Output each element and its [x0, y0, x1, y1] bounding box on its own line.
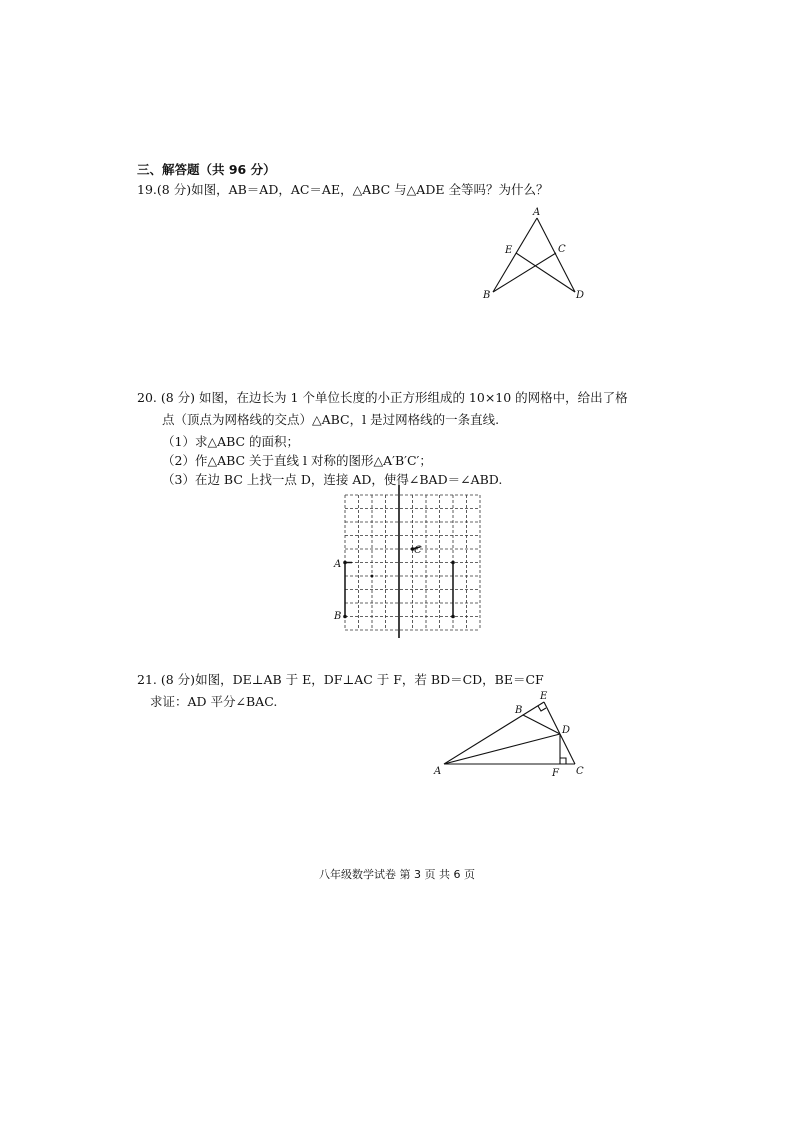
q21-point-d-label: D [562, 725, 571, 736]
q21-point-c-label: C [576, 766, 584, 777]
segment-ae [444, 702, 544, 764]
grid-point-c-label: C [414, 545, 422, 556]
q19-text: 如图，AB＝AD，AC＝AE，△ABC 与△ADE 全等吗？为什么？ [191, 182, 549, 197]
q20-part3: （3）在边 BC 上找一点 D，连接 AD，使得∠BAD＝∠ABD. [162, 472, 503, 487]
q21-score: (8 分) [160, 672, 196, 687]
grid-point-b-label: B [334, 611, 342, 622]
q21-point-a-label: A [434, 766, 442, 777]
segment-ed [544, 702, 560, 734]
q20-part2: （2）作△ABC 关于直线 l 对称的图形△A′B′C′； [162, 453, 432, 468]
point-a-label: A [533, 207, 541, 218]
point-b-label: B [483, 290, 491, 301]
question-19 [137, 180, 548, 198]
q20-line1: 如图，在边长为 1 个单位长度的小正方形组成的 10×10 的网格中，给出了格 [199, 390, 628, 405]
q21-point-b-label: B [515, 705, 523, 716]
point-c-label: C [558, 244, 566, 255]
q20-grid-figure [330, 485, 490, 640]
q19-number: 19. [137, 182, 157, 197]
q20-number: 20. [137, 390, 157, 405]
point-d-label: D [576, 290, 585, 301]
question-20-line1 [137, 388, 628, 406]
q21-proof: 求证：AD 平分∠BAC. [150, 694, 278, 709]
q21-point-f-label: F [552, 768, 559, 778]
page-footer: 八年级数学试卷 第 3 页 共 6 页 [319, 868, 475, 881]
point-e-label: E [505, 245, 513, 256]
q21-figure [430, 688, 590, 778]
segment-dc [560, 734, 575, 764]
segment-ad [537, 218, 575, 292]
right-angle-e [538, 706, 546, 711]
q19-figure [475, 200, 595, 310]
q21-point-e-label: E [540, 691, 548, 702]
grid-lines [345, 495, 480, 630]
q19-score: (8 分) [156, 182, 192, 197]
section-title: 三、解答题（共 96 分） [137, 162, 276, 177]
q21-text: 如图，DE⊥AB 于 E，DF⊥AC 于 F，若 BD＝CD，BE＝CF [195, 672, 544, 687]
right-angle-f [560, 758, 566, 764]
grid-point-a-label: A [334, 559, 342, 570]
q20-part1: （1）求△ABC 的面积； [162, 434, 300, 449]
segment-ad [444, 734, 560, 764]
q20-score: (8 分) [160, 390, 196, 405]
q20-line2: 点（顶点为网格线的交点）△ABC，l 是过网格线的一条直线. [162, 412, 500, 427]
q21-number: 21. [137, 672, 157, 687]
question-21 [137, 670, 544, 688]
segment-bd [523, 715, 560, 734]
segment-ab [493, 218, 537, 292]
